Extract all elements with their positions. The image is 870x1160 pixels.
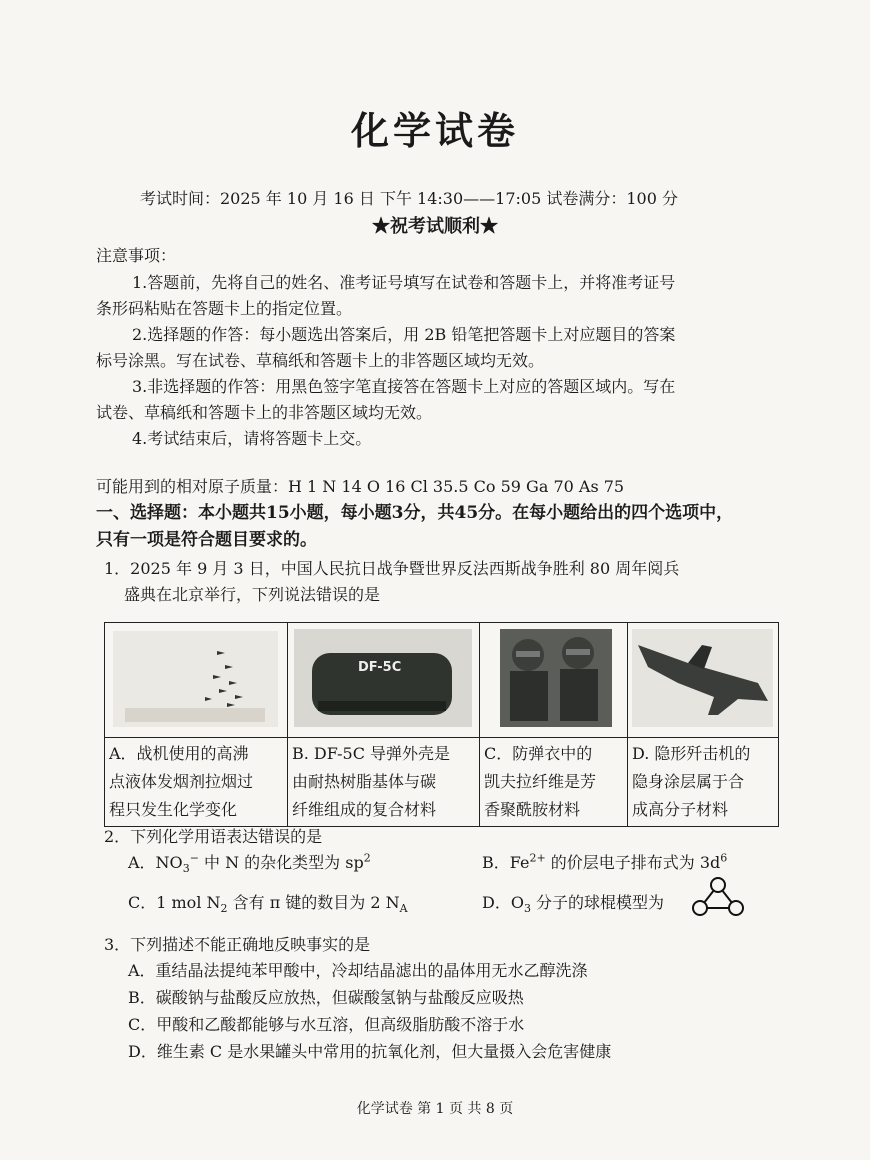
option-2b: B．$Fe^{2+}$ 的价层电子排布式为 $3d^6$ bbox=[482, 851, 728, 872]
notice-heading: 注意事项： bbox=[96, 246, 177, 265]
option-2d: D．$O_3$ 分子的球棍模型为 bbox=[482, 893, 665, 916]
option-1c: C．防弹衣中的 凯夫拉纤维是芳 香聚酰胺材料 bbox=[480, 738, 628, 827]
good-luck-line: ★祝考试顺利★ bbox=[372, 216, 498, 237]
notice-line: 1.答题前，先将自己的姓名、准考证号填写在试卷和答题卡上，并将准考证号 bbox=[132, 273, 676, 292]
ozone-ball-stick-icon bbox=[692, 876, 744, 918]
notice-line: 4.考试结束后，请将答题卡上交。 bbox=[132, 429, 372, 448]
option-1d: D. 隐形歼击机的 隐身涂层属于合 成高分子材料 bbox=[628, 738, 779, 827]
option-2c: C．1 mol $N_2$ 含有 π 键的数目为 2 $N_A$ bbox=[128, 893, 408, 916]
option-1a: A．战机使用的高沸 点液体发烟剂拉烟过 程只发生化学变化 bbox=[105, 738, 288, 827]
question-1-options-table bbox=[104, 622, 779, 827]
section-line: 只有一项是符合题目要求的。 bbox=[96, 530, 317, 550]
question-2-stem: 2．下列化学用语表达错误的是 bbox=[104, 827, 323, 846]
page-footer: 化学试卷 第 1 页 共 8 页 bbox=[356, 1101, 514, 1117]
option-1b: B. DF-5C 导弹外壳是 由耐热树脂基体与碳 纤维组成的复合材料 bbox=[288, 738, 480, 827]
notice-line: 3.非选择题的作答：用黑色签字笔直接答在答题卡上对应的答题区域内。写在 bbox=[132, 377, 676, 396]
section-heading bbox=[96, 500, 733, 554]
photo-stealth-jet bbox=[628, 623, 779, 738]
question-1-stem-cont: 盛典在北京举行，下列说法错误的是 bbox=[124, 585, 381, 604]
atomic-masses: 可能用到的相对原子质量：H 1 N 14 O 16 Cl 35.5 Co 59 Ga 70 As 75 bbox=[96, 477, 625, 496]
soldiers-icon bbox=[480, 623, 626, 733]
missile-icon bbox=[288, 623, 478, 733]
photo-soldiers bbox=[480, 623, 628, 738]
notice-line: 试卷、草稿纸和答题卡上的非答题区域均无效。 bbox=[96, 403, 433, 422]
photo-flypast bbox=[105, 623, 288, 738]
page-title: 化学试卷 bbox=[350, 108, 519, 153]
question-1-stem: 1．2025 年 9 月 3 日，中国人民抗日战争暨世界反法西斯战争胜利 80 周年阅兵 bbox=[104, 559, 680, 578]
option-3c: C．甲酸和乙酸都能够与水互溶，但高级脂肪酸不溶于水 bbox=[128, 1015, 525, 1034]
section-line: 一、选择题：本小题共15小题，每小题3分，共45分。在每小题给出的四个选项中， bbox=[96, 503, 734, 523]
option-2a: A．$NO_3^-$ 中 N 的杂化类型为 $sp^2$ bbox=[128, 851, 371, 876]
missile-label: DF-5C bbox=[358, 660, 402, 675]
exam-info: 考试时间：2025 年 10 月 16 日 下午 14:30——17:05 试卷满分：100 分 bbox=[140, 189, 678, 208]
notice-line: 条形码粘贴在答题卡上的指定位置。 bbox=[96, 299, 353, 318]
stealth-jet-icon bbox=[628, 623, 777, 733]
question-3-stem: 3．下列描述不能正确地反映事实的是 bbox=[104, 935, 371, 954]
notice-line: 标号涂黑。写在试卷、草稿纸和答题卡上的非答题区域均无效。 bbox=[96, 351, 545, 370]
option-3d: D．维生素 C 是水果罐头中常用的抗氧化剂，但大量摄入会危害健康 bbox=[128, 1042, 612, 1061]
notice-line: 2.选择题的作答：每小题选出答案后，用 2B 铅笔把答题卡上对应题目的答案 bbox=[132, 325, 676, 344]
photo-missile bbox=[288, 623, 480, 738]
option-3b: B．碳酸钠与盐酸反应放热，但碳酸氢钠与盐酸反应吸热 bbox=[128, 988, 524, 1007]
aircraft-formation-icon bbox=[105, 623, 286, 733]
option-3a: A．重结晶法提纯苯甲酸中，冷却结晶滤出的晶体用无水乙醇洗涤 bbox=[128, 961, 588, 980]
